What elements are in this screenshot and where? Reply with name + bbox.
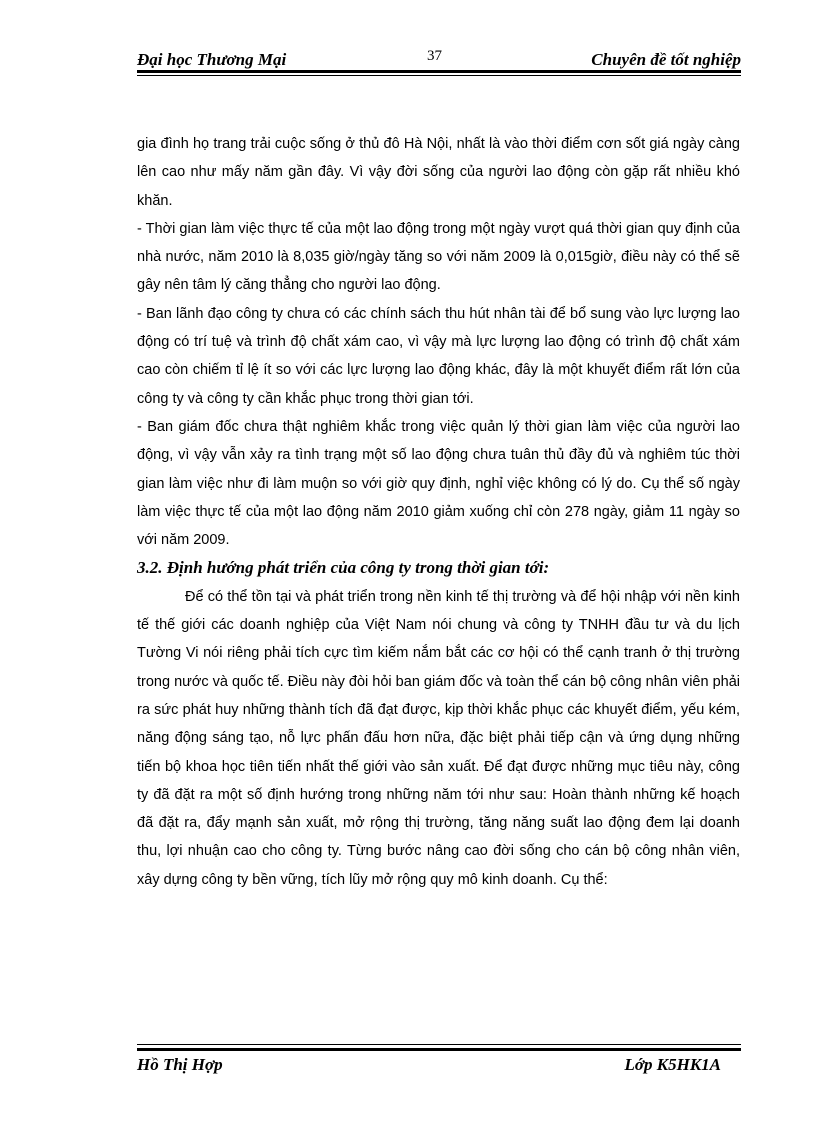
header-rule-thin: [137, 75, 741, 76]
footer-rule-thick: [137, 1048, 741, 1051]
footer-class: Lớp K5HK1A: [624, 1055, 721, 1074]
section-heading: 3.2. Định hướng phát triển của công ty trong thời gian tới:: [137, 558, 550, 578]
paragraph-working-time: - Thời gian làm việc thực tế của một lao động trong một ngày vượt quá thời gian quy định của nhà nước, năm 2010 là 8,035 giờ/ngày tăng so với năm 2009 là 0,015giờ, điều này có thể sẽ gây nên tâm lý căng thẳng cho người lao động.: [137, 220, 740, 294]
footer-rule-thin: [137, 1044, 741, 1045]
footer-author: Hồ Thị Hợp: [137, 1055, 223, 1074]
header-institution: Đại học Thương Mại: [137, 50, 287, 69]
page-number: 37: [427, 48, 442, 64]
page-body: [137, 130, 740, 894]
paragraph-development-orientation: Để có thể tồn tại và phát triển trong nền kinh tế thị trường và để hội nhập với nền kinh tế thế giới các doanh nghiệp của Việt Nam nói chung và công ty TNHH đầu tư và du lịch Tường Vi nói riêng phải tích cực tìm kiếm nắm bắt các cơ hội có thể cạnh tranh ở thị trường trong nước và quốc tế. Điều này đòi hỏi ban giám đốc và toàn thể cán bộ công nhân viên phải ra sức phát huy những thành tích đã đạt được, kịp thời khắc phục các khuyết điểm, yếu kém, năng động sáng tạo, nỗ lực phấn đấu hơn nữa, đặc biệt phải tiếp cận và ứng dụng những tiến bộ khoa học tiên tiến nhất thế giới vào sản xuất. Để đạt được những mục tiêu này, công ty đã đặt ra một số định hướng trong những năm tới như sau: Hoàn thành những kế hoạch đã đặt ra, đẩy mạnh sản xuất, mở rộng thị trường, tăng năng suất lao động đem lại doanh thu, lợi nhuận cao cho công ty. Từng bước nâng cao đời sống cho cán bộ công nhân viên, xây dựng công ty bền vững, tích lũy mở rộng quy mô kinh doanh. Cụ thể:: [137, 588, 740, 888]
header-rule-thick: [137, 70, 741, 73]
paragraph-time-management: - Ban giám đốc chưa thật nghiêm khắc trong việc quản lý thời gian làm việc của người lao động, vì vậy vẫn xảy ra tình trạng một số lao động chưa tuân thủ đầy đủ và nghiêm túc thời gian làm việc như đi làm muộn so với giờ quy định, nghỉ việc không có lý do. Cụ thể số ngày làm việc thực tế của một lao động năm 2010 giảm xuống chỉ còn 278 ngày, giảm 11 ngày so với năm 2009.: [137, 418, 740, 549]
paragraph-talent-policy: - Ban lãnh đạo công ty chưa có các chính sách thu hút nhân tài để bổ sung vào lực lượng lao động có trí tuệ và trình độ chất xám cao, vì vậy mà lực lượng lao động có trình độ chất xám cao còn chiếm tỉ lệ ít so với các lực lượng lao động khác, đây là một khuyết điểm rất lớn của công ty và công ty cần khắc phục trong thời gian tới.: [137, 305, 740, 407]
paragraph-living-conditions: gia đình họ trang trải cuộc sống ở thủ đô Hà Nội, nhất là vào thời điểm cơn sốt giá ngày càng lên cao như mấy năm gần đây. Vì vậy đời sống của người lao động còn gặp rất nhiều khó khăn.: [137, 136, 740, 209]
header-document-type: Chuyên đề tốt nghiệp: [591, 50, 741, 69]
page-footer: [137, 1055, 741, 1081]
